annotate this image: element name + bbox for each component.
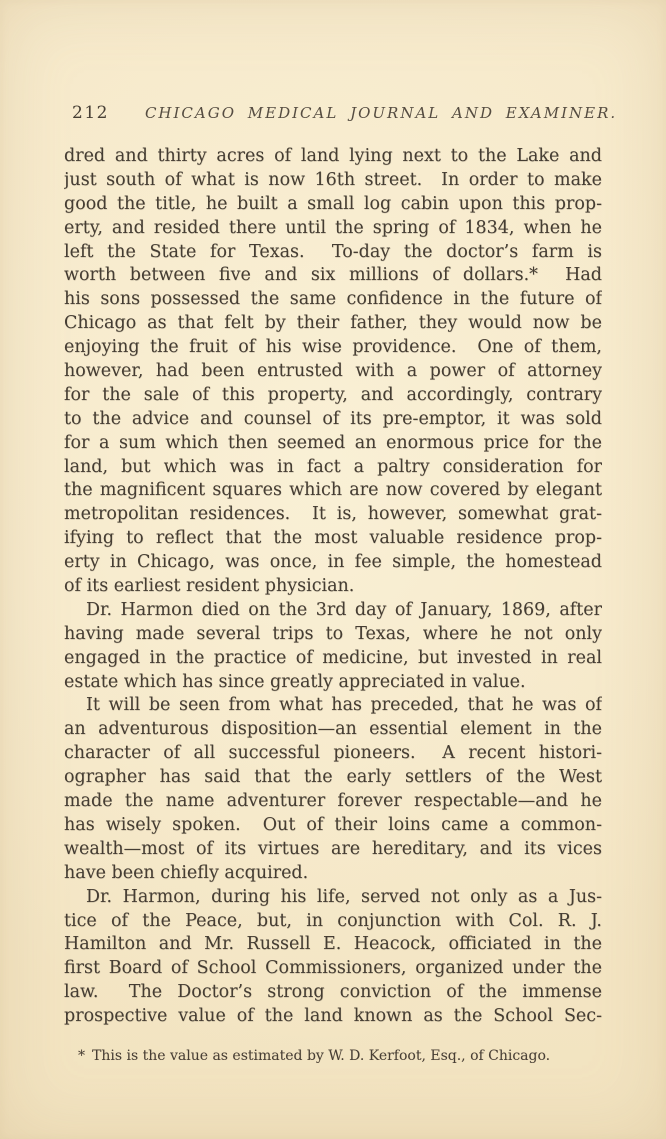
text-line: ographer has said that the early settlers of the West <box>64 767 602 788</box>
text-line: good the title, he built a small log cabin upon this prop- <box>64 193 602 214</box>
text-line: Dr. Harmon died on the 3rd day of January, 1869, after <box>86 599 602 620</box>
text-line: worth between five and six millions of dollars.* Had <box>64 265 602 286</box>
text-line: made the name adventurer forever respectable—and he <box>64 791 602 812</box>
text-line: first Board of School Commissioners, organized under the <box>64 958 602 979</box>
page-number: 212 <box>72 103 109 123</box>
footnote-asterisk: * <box>78 1048 85 1064</box>
footnote <box>78 1047 598 1065</box>
footnote-text: This is the value as estimated by W. D. Kerfoot, Esq., of Chicago. <box>92 1048 551 1064</box>
text-line: estate which has since greatly appreciated in value. <box>64 671 526 692</box>
text-line: having made several trips to Texas, where he not only <box>64 623 602 644</box>
text-line: for a sum which then seemed an enormous price for the <box>64 432 602 453</box>
text-line: tice of the Peace, but, in conjunction with Col. R. J. <box>64 910 602 931</box>
text-line: for the sale of this property, and accordingly, contrary <box>64 384 602 405</box>
text-line: enjoying the fruit of his wise providence. One of them, <box>64 337 602 358</box>
text-line: erty in Chicago, was once, in fee simple, the homestead <box>64 552 602 573</box>
text-line: left the State for Texas. To-day the doctor’s farm is <box>64 241 602 262</box>
text-line: wealth—most of its virtues are hereditary, and its vices <box>64 838 602 859</box>
text-line: dred and thirty acres of land lying next to the Lake and <box>64 146 602 166</box>
text-line: however, had been entrusted with a power of attorney <box>64 361 602 382</box>
text-line: Chicago as that felt by their father, they would now be <box>64 313 602 334</box>
text-line: an adventurous disposition—an essential element in the <box>64 719 602 740</box>
text-line: It will be seen from what has preceded, that he was of <box>86 695 602 716</box>
text-line: land, but which was in fact a paltry consideration for <box>64 456 602 477</box>
text-line: have been chiefly acquired. <box>64 862 309 883</box>
text-line: to the advice and counsel of its pre-emptor, it was sold <box>64 408 602 429</box>
body-text <box>64 145 602 1029</box>
text-line: prospective value of the land known as the School Sec- <box>64 1006 602 1027</box>
text-line: Dr. Harmon, during his life, served not only as a Jus- <box>86 886 602 907</box>
text-line: law. The Doctor’s strong conviction of the immense <box>64 982 602 1003</box>
text-line: character of all successful pioneers. A recent histori- <box>64 743 602 764</box>
text-line: erty, and resided there until the spring of 1834, when he <box>64 217 602 238</box>
text-line: ifying to reflect that the most valuable residence prop- <box>64 528 602 549</box>
journal-title: CHICAGO MEDICAL JOURNAL AND EXAMINER. <box>144 104 618 122</box>
text-line: Hamilton and Mr. Russell E. Heacock, officiated in the <box>64 934 602 955</box>
text-line: has wisely spoken. Out of their loins came a common- <box>64 814 602 835</box>
text-line: of its earliest resident physician. <box>64 576 355 597</box>
text-line: engaged in the practice of medicine, but invested in real <box>64 647 602 668</box>
text-line: the magnificent squares which are now covered by elegant <box>64 480 602 501</box>
text-line: just south of what is now 16th street. In order to make <box>64 169 602 190</box>
text-line: metropolitan residences. It is, however, somewhat grat- <box>64 504 602 525</box>
page-header <box>72 103 618 123</box>
text-line: his sons possessed the same confidence in the future of <box>64 289 602 310</box>
